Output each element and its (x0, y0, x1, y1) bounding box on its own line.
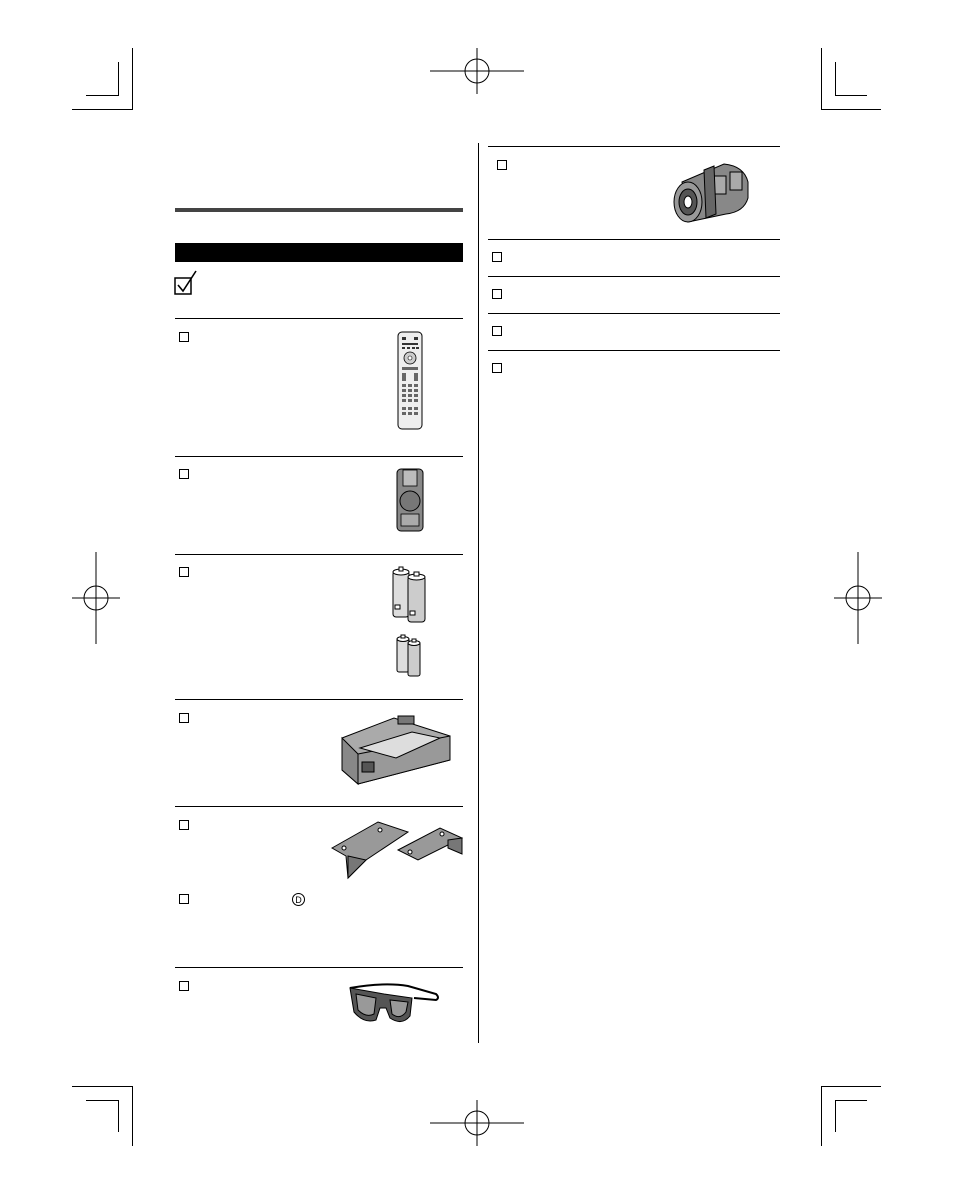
crop-mark-icon (132, 1086, 133, 1146)
checkbox-icon[interactable] (179, 894, 189, 904)
crop-mark-icon (821, 109, 881, 110)
registration-mark-icon (834, 552, 882, 644)
checkbox-icon[interactable] (492, 363, 502, 373)
crop-mark-icon (835, 95, 867, 96)
divider (175, 554, 463, 555)
divider (488, 350, 780, 351)
crop-mark-icon (821, 1086, 822, 1146)
crop-mark-icon (835, 1100, 836, 1132)
section-header-bar (175, 243, 463, 262)
divider (175, 806, 463, 807)
checkbox-icon[interactable] (492, 289, 502, 299)
checkbox-icon[interactable] (179, 332, 189, 342)
crop-mark-icon (118, 1100, 119, 1132)
crop-mark-icon (118, 62, 119, 96)
crop-mark-icon (821, 1086, 881, 1087)
registration-mark-icon (72, 552, 120, 644)
divider (488, 239, 780, 240)
divider (488, 276, 780, 277)
checkbox-icon[interactable] (492, 252, 502, 262)
crop-mark-icon (835, 62, 836, 96)
crop-mark-icon (72, 1086, 132, 1087)
checkmark-box-icon (174, 270, 200, 298)
3d-glasses-picture (344, 980, 444, 1030)
divider (175, 699, 463, 700)
checkbox-icon[interactable] (497, 160, 507, 170)
remote-control-picture (396, 331, 424, 431)
crop-mark-icon (86, 1100, 118, 1101)
crop-mark-icon (132, 48, 133, 110)
divider (175, 967, 463, 968)
crop-mark-icon (835, 1100, 867, 1101)
divider (175, 456, 463, 457)
title-rule (175, 208, 463, 212)
checkbox-icon[interactable] (492, 326, 502, 336)
crop-mark-icon (821, 48, 822, 110)
crop-mark-icon (72, 109, 132, 110)
column-separator (478, 143, 479, 1043)
divider (488, 146, 780, 147)
checkbox-icon[interactable] (179, 713, 189, 723)
brackets-picture (330, 820, 464, 880)
checkbox-icon[interactable] (179, 981, 189, 991)
crop-mark-icon (86, 95, 118, 96)
registration-mark-icon (430, 48, 524, 94)
checkbox-icon[interactable] (179, 567, 189, 577)
pedestal-base-picture (336, 710, 452, 786)
ferrite-core-picture (668, 160, 754, 224)
checkbox-icon[interactable] (179, 820, 189, 830)
registration-mark-icon (430, 1100, 524, 1146)
remote-holder-picture (394, 468, 426, 532)
circled-marker: D (292, 893, 305, 906)
batteries-picture (390, 566, 434, 682)
checkbox-icon[interactable] (179, 469, 189, 479)
divider (175, 318, 463, 319)
divider (488, 313, 780, 314)
